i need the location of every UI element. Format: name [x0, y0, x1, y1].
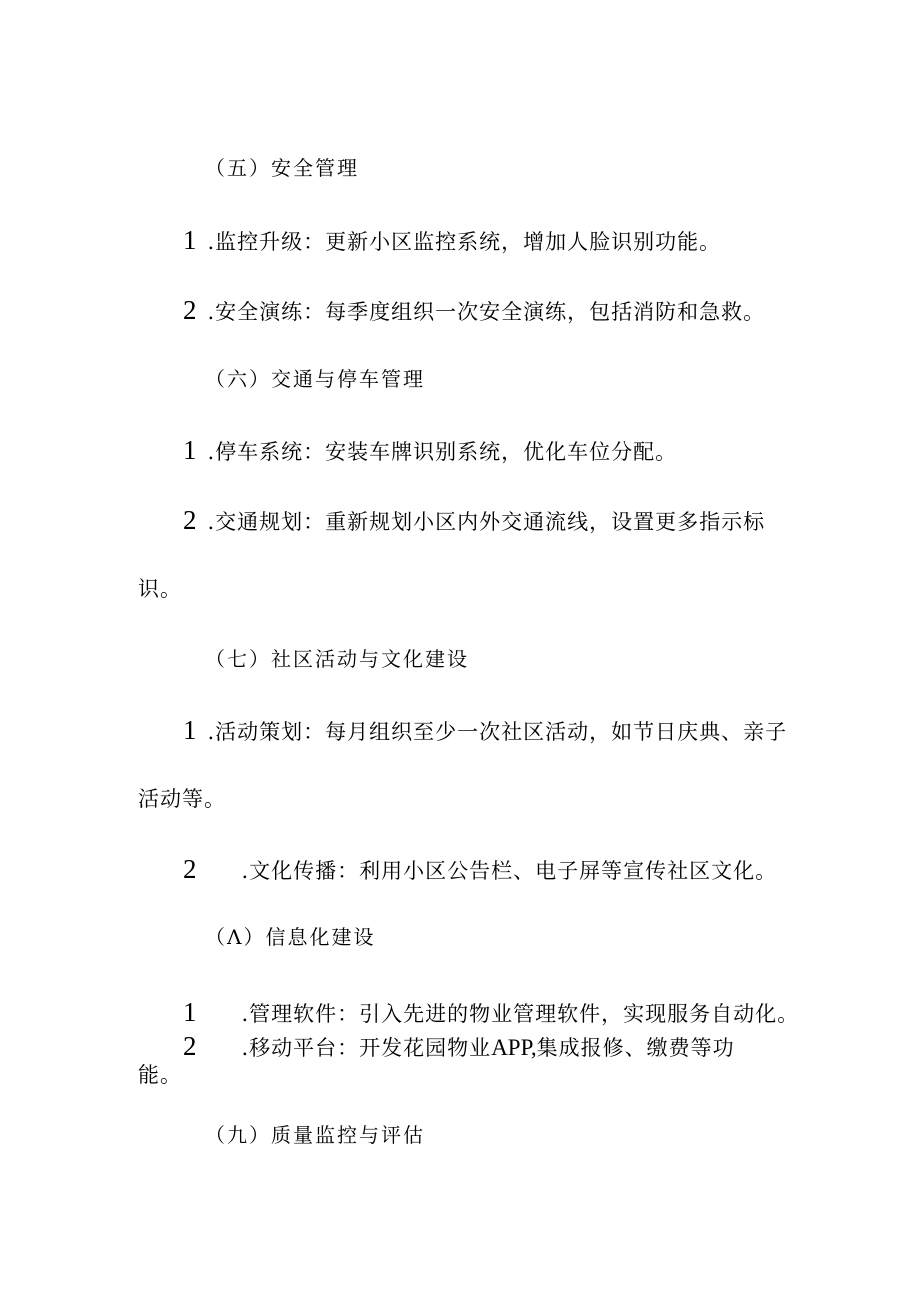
list-item — [183, 999, 799, 1026]
section-heading-9: （九）质量监控与评估 — [205, 1123, 425, 1147]
list-item — [183, 437, 677, 464]
item-text: .监控升级：更新小区监控系统，增加人脸识别功能。 — [207, 230, 722, 254]
item-number: 1 — [183, 225, 198, 255]
item-text: .停车系统：安装车牌识别系统，优化车位分配。 — [207, 440, 678, 464]
section-heading-8 — [205, 927, 375, 947]
item-text-continuation: 识。 — [138, 577, 182, 601]
list-item — [183, 507, 765, 534]
list-item — [183, 297, 765, 324]
item-text: 集成报修、缴费等功 — [536, 1036, 735, 1060]
item-number: 2 — [183, 295, 198, 325]
item-text-continuation: 能。 — [138, 1063, 182, 1087]
item-number: 2 — [183, 505, 198, 535]
item-text: .管理软件：引入先进的物业管理软件，实现服务自动化。 — [241, 1002, 800, 1026]
item-text-continuation: 活动等。 — [138, 787, 226, 811]
item-number: 1 — [183, 997, 198, 1027]
item-text: .交通规划：重新规划小区内外交通流线，设置更多指示标 — [207, 510, 766, 534]
item-number: 2 — [183, 1031, 198, 1061]
section-heading-text: （Λ）信息化建设 — [205, 925, 376, 949]
item-text: .活动策划：每月组织至少一次社区活动，如节日庆典、亲子 — [207, 720, 788, 744]
item-number: 2 — [183, 854, 198, 884]
item-text: .安全演练：每季度组织一次安全演练，包括消防和急救。 — [207, 300, 766, 324]
item-text-latin: APP, — [491, 1035, 537, 1060]
list-item — [183, 227, 721, 254]
list-item — [183, 717, 787, 744]
item-number: 1 — [183, 435, 198, 465]
section-heading-6: （六）交通与停车管理 — [205, 367, 425, 391]
section-heading-5: （五）安全管理 — [205, 156, 359, 180]
item-number: 1 — [183, 715, 198, 745]
list-item — [183, 856, 777, 883]
item-text: .移动平台：开发花园物业 — [241, 1036, 492, 1060]
section-heading-7: （七）社区活动与文化建设 — [205, 647, 469, 671]
item-text: .文化传播：利用小区公告栏、电子屏等宣传社区文化。 — [241, 859, 778, 883]
list-item — [183, 1033, 735, 1060]
